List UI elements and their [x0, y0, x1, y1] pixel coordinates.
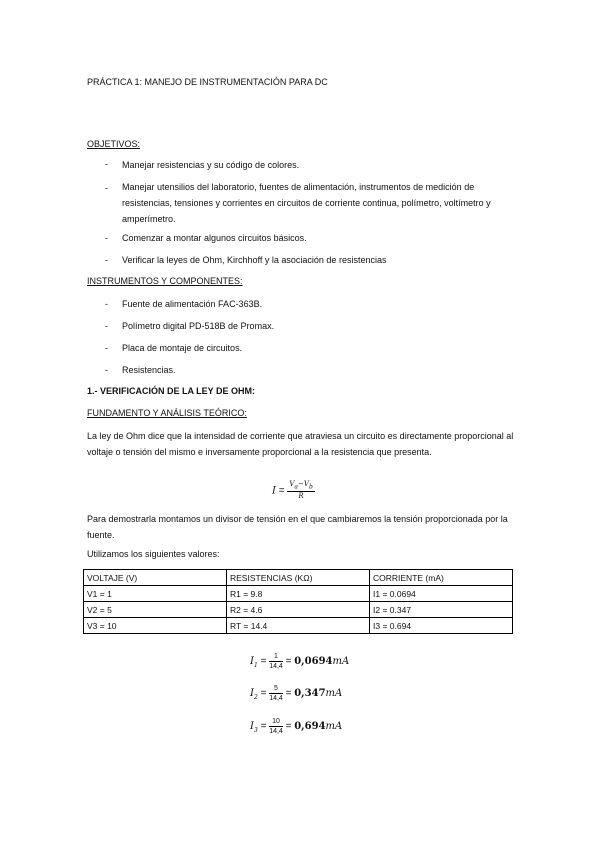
table-row [84, 586, 513, 602]
bullet-dash: - [105, 365, 108, 375]
table-cell: V2 = 5 [84, 602, 227, 618]
formula-lhs: I [272, 485, 276, 497]
equation-i3: $I_3$ = $\frac{10}{14,4}$ = 0,694mA [250, 718, 343, 735]
objetivo-item: Comenzar a montar algunos circuitos básicos. [122, 233, 307, 243]
formula-fraction [287, 480, 314, 501]
table-header-cell: CORRIENTE (mA) [370, 570, 513, 586]
table-cell: I3 = 0.694 [370, 618, 513, 634]
table-header-row [84, 570, 513, 586]
equation-i1: $I_1$ = $\frac{1}{14,4}$ = 0,0694mA [250, 653, 350, 670]
section-subheading: FUNDAMENTO Y ANÁLISIS TEÓRICO: [87, 408, 247, 418]
ohm-formula [272, 480, 315, 501]
table-cell: RT = 14.4 [227, 618, 370, 634]
table-cell: V1 = 1 [84, 586, 227, 602]
instrumento-item: Resistencias. [122, 365, 176, 375]
paragraph-valores: Utilizamos los siguientes valores: [87, 549, 220, 559]
table-cell: I1 = 0.0694 [370, 586, 513, 602]
bullet-dash: - [105, 321, 108, 331]
bullet-dash: - [105, 299, 108, 309]
table-row [84, 618, 513, 634]
objetivo-item: Manejar resistencias y su código de colores. [122, 160, 300, 170]
table-row [84, 602, 513, 618]
bullet-dash: - [105, 343, 108, 353]
table-cell: R2 = 4.6 [227, 602, 370, 618]
values-table [83, 569, 513, 634]
formula-numerator: $V_a-V_b$ [289, 480, 313, 491]
bullet-dash: - [105, 233, 108, 243]
table-cell: I2 = 0.347 [370, 602, 513, 618]
objetivo-item: Manejar utensilios del laboratorio, fuentes de alimentación, instrumentos de medición de resistencias, tensiones y corrientes en circuitos de corriente continua, polímetro, voltímetro y amperímetro. [122, 182, 491, 224]
table-header-cell: RESISTENCIAS (KΩ) [227, 570, 370, 586]
formula-equals: = [278, 485, 285, 497]
table-cell: R1 = 9.8 [227, 586, 370, 602]
instrumento-item: Placa de montaje de circuitos. [122, 343, 243, 353]
paragraph-ohm-law: La ley de Ohm dice que la intensidad de corriente que atraviesa un circuito es directamente proporcional al voltaje o tensión del mismo e inversamente proporcional a la resistencia que presenta. [87, 431, 514, 457]
bullet-dash: - [105, 183, 108, 193]
objetivo-item: Verificar la leyes de Ohm, Kirchhoff y la asociación de resistencias [122, 255, 387, 265]
table-header-cell: VOLTAJE (V) [84, 570, 227, 586]
paragraph-divisor: Para demostrarla montamos un divisor de tensión en el que cambiaremos la tensión proporcionada por la fuente. [87, 514, 508, 540]
bullet-dash: - [105, 255, 108, 265]
bullet-dash: - [105, 159, 108, 169]
instrumentos-heading: INSTRUMENTOS Y COMPONENTES: [87, 276, 243, 286]
formula-denominator: R [298, 492, 304, 501]
instrumento-item: Polímetro digital PD-518B de Promax. [122, 321, 275, 331]
equation-i2: $I_2$ = $\frac{5}{14,4}$ = 0,347mA [250, 685, 343, 702]
table-cell: V3 = 10 [84, 618, 227, 634]
page-title: PRÁCTICA 1: MANEJO DE INSTRUMENTACIÓN PARA DC [87, 77, 328, 87]
section-heading: 1.- VERIFICACIÓN DE LA LEY DE OHM: [87, 386, 256, 396]
instrumento-item: Fuente de alimentación FAC-363B. [122, 299, 263, 309]
objetivos-heading: OBJETIVOS: [87, 139, 141, 149]
